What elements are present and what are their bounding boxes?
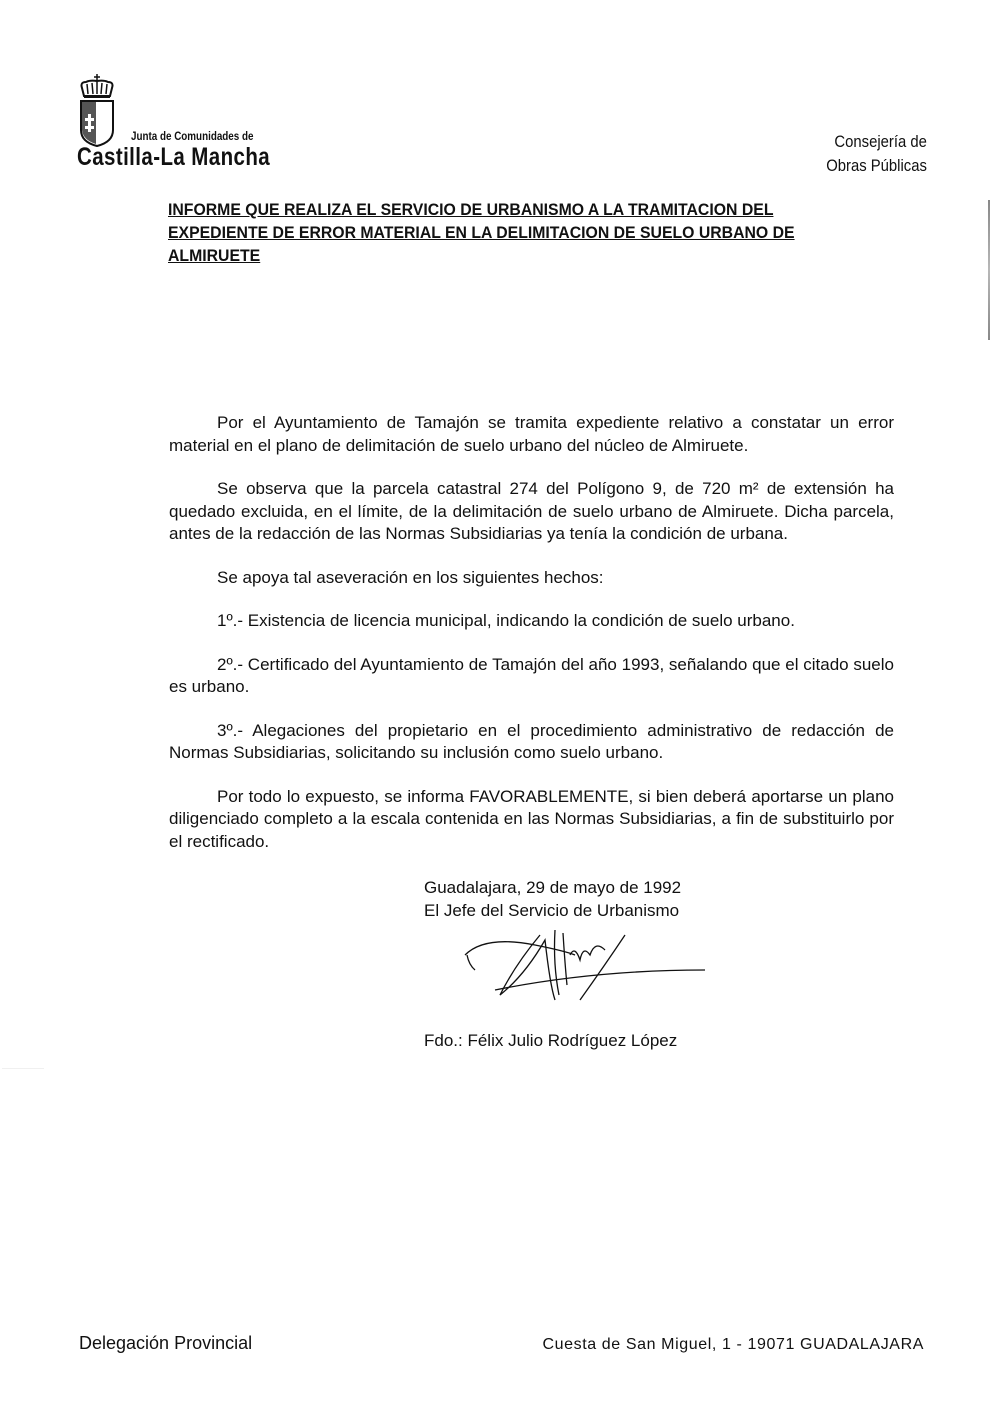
coat-of-arms-icon [78,74,118,150]
margin-stamp: ·········································· [2,1066,44,1070]
paragraph: Por el Ayuntamiento de Tamajón se tramita expediente relativo a constatar un error material en el plano de delimitación de suelo urbano del núcleo de Almiruete. [169,413,894,455]
document-title: INFORME QUE REALIZA EL SERVICIO DE URBANISMO A LA TRAMITACION DEL EXPEDIENTE DE ERROR MATERIAL EN LA DELIMITACION DE SUELO URBANO DE ALMIRUETE [168,200,795,265]
paragraph: Por todo lo expuesto, se informa FAVORABLEMENTE, si bien deberá aportarse un plano diligenciado completo a la escala contenida en las Normas Subsidiarias, a fin de substituirlo por el rectificado. [169,786,894,851]
org-name-line1: Junta de Comunidades de [131,129,254,143]
paragraph: Se apoya tal aseveración en los siguientes hechos: [217,567,604,587]
department-line1: Consejería de [834,133,927,151]
signer-role: El Jefe del Servicio de Urbanismo [424,901,680,920]
signature-block [424,876,681,922]
document-body [169,412,894,853]
scan-edge [988,200,990,340]
footer-office: Delegación Provincial [79,1333,253,1353]
paragraph: 2º.- Certificado del Ayuntamiento de Tamajón del año 1993, señalando que el citado suelo es urbano. [169,654,894,696]
org-name-line2: Castilla-La Mancha [77,143,271,171]
paragraph: 1º.- Existencia de licencia municipal, indicando la condición de suelo urbano. [217,611,795,630]
paragraph: Se observa que la parcela catastral 274 del Polígono 9, de 720 m² de extensión ha quedado excluida, en el límite, de la delimitación de suelo urbano de Almiruete. Dicha parcela, antes de la redacción de las Normas Subsidiarias ya tenía la condición de urbana. [169,479,894,543]
department-line2: Obras Públicas [826,157,927,175]
department [826,130,927,178]
paragraph: 3º.- Alegaciones del propietario en el procedimiento administrativo de redacción de Normas Subsidiarias, solicitando su inclusión como suelo urbano. [169,720,894,762]
signed-by: Fdo.: Félix Julio Rodríguez López [424,1031,678,1050]
signature-icon [455,925,715,1010]
place-date: Guadalajara, 29 de mayo de 1992 [424,878,682,897]
footer-address: Cuesta de San Miguel, 1 - 19071 GUADALAJARA [542,1336,924,1353]
